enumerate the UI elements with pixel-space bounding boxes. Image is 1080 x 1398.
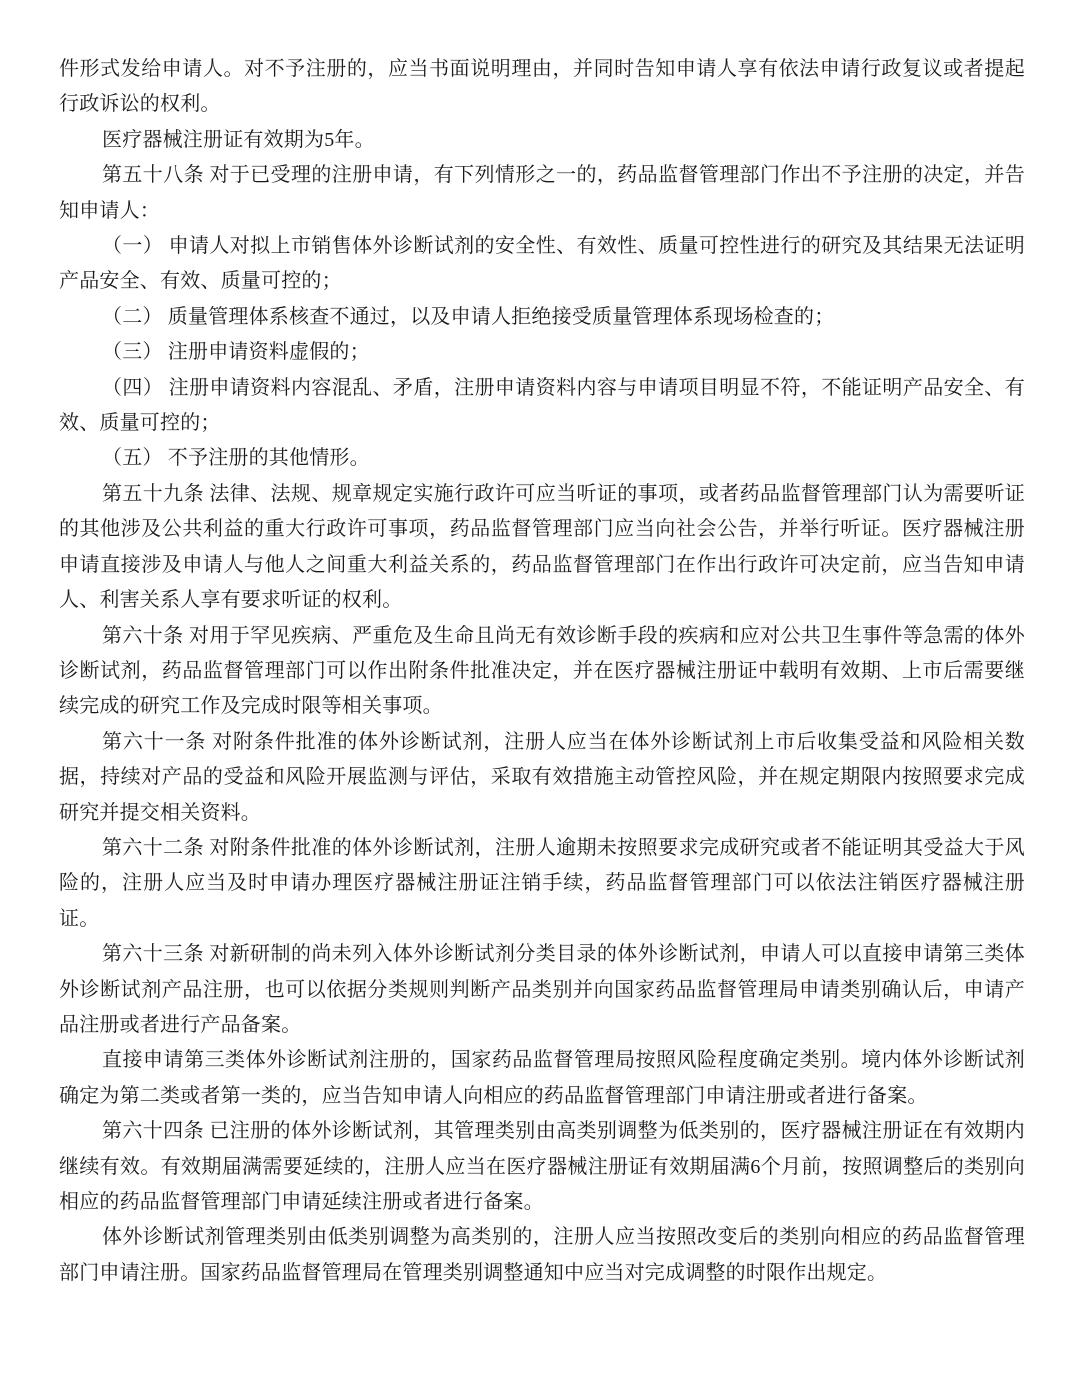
paragraph: 第五十八条 对于已受理的注册申请，有下列情形之一的，药品监督管理部门作出不予注册的决定，并告知申请人： bbox=[59, 164, 1025, 222]
paragraph: 医疗器械注册证有效期为5年。 bbox=[102, 128, 375, 151]
paragraph: 第六十二条 对附条件批准的体外诊断试剂，注册人逾期未按照要求完成研究或者不能证明其受益大于风险的，注册人应当及时申请办理医疗器械注册证注销手续，药品监督管理部门可以依法注销医疗器械注册证。 bbox=[59, 836, 1025, 930]
document-body bbox=[59, 52, 1025, 1291]
paragraph: 体外诊断试剂管理类别由低类别调整为高类别的，注册人应当按照改变后的类别向相应的药品监督管理部门申请注册。国家药品监督管理局在管理类别调整通知中应当对完成调整的时限作出规定。 bbox=[59, 1226, 1025, 1284]
paragraph: 第六十四条 已注册的体外诊断试剂，其管理类别由高类别调整为低类别的，医疗器械注册证在有效期内继续有效。有效期届满需要延续的，注册人应当在医疗器械注册证有效期届满6个月前，按照调整后的类别向相应的药品监督管理部门申请延续注册或者进行备案。 bbox=[59, 1120, 1025, 1213]
paragraph: （三） 注册申请资料虚假的； bbox=[102, 341, 370, 364]
paragraph: （一） 申请人对拟上市销售体外诊断试剂的安全性、有效性、质量可控性进行的研究及其结果无法证明产品安全、有效、质量可控的； bbox=[59, 235, 1025, 293]
paragraph: （五） 不予注册的其他情形。 bbox=[102, 447, 370, 470]
paragraph: 第六十三条 对新研制的尚未列入体外诊断试剂分类目录的体外诊断试剂，申请人可以直接申请第三类体外诊断试剂产品注册，也可以依据分类规则判断产品类别并向国家药品监督管理局申请类别确认后，申请产品注册或者进行产品备案。 bbox=[59, 943, 1025, 1036]
paragraph: 第五十九条 法律、法规、规章规定实施行政许可应当听证的事项，或者药品监督管理部门认为需要听证的其他涉及公共利益的重大行政许可事项，药品监督管理部门应当向社会公告，并举行听证。医疗器械注册申请直接涉及申请人与他人之间重大利益关系的，药品监督管理部门在作出行政许可决定前，应当告知申请人、利害关系人享有要求听证的权利。 bbox=[59, 482, 1025, 612]
paragraph: （二） 质量管理体系核查不通过，以及申请人拒绝接受质量管理体系现场检查的； bbox=[102, 305, 835, 328]
paragraph: 第六十条 对用于罕见疾病、严重危及生命且尚无有效诊断手段的疾病和应对公共卫生事件等急需的体外诊断试剂，药品监督管理部门可以作出附条件批准决定，并在医疗器械注册证中载明有效期、上市后需要继续完成的研究工作及完成时限等相关事项。 bbox=[59, 624, 1025, 718]
paragraph: 第六十一条 对附条件批准的体外诊断试剂，注册人应当在体外诊断试剂上市后收集受益和风险相关数据，持续对产品的受益和风险开展监测与评估，采取有效措施主动管控风险，并在规定期限内按照要求完成研究并提交相关资料。 bbox=[59, 730, 1025, 824]
paragraph: （四） 注册申请资料内容混乱、矛盾，注册申请资料内容与申请项目明显不符，不能证明产品安全、有效、质量可控的； bbox=[59, 376, 1025, 435]
paragraph: 直接申请第三类体外诊断试剂注册的，国家药品监督管理局按照风险程度确定类别。境内体外诊断试剂确定为第二类或者第一类的，应当告知申请人向相应的药品监督管理部门申请注册或者进行备案。 bbox=[59, 1049, 1025, 1107]
paragraph: 件形式发给申请人。对不予注册的，应当书面说明理由，并同时告知申请人享有依法申请行政复议或者提起行政诉讼的权利。 bbox=[59, 58, 1025, 116]
